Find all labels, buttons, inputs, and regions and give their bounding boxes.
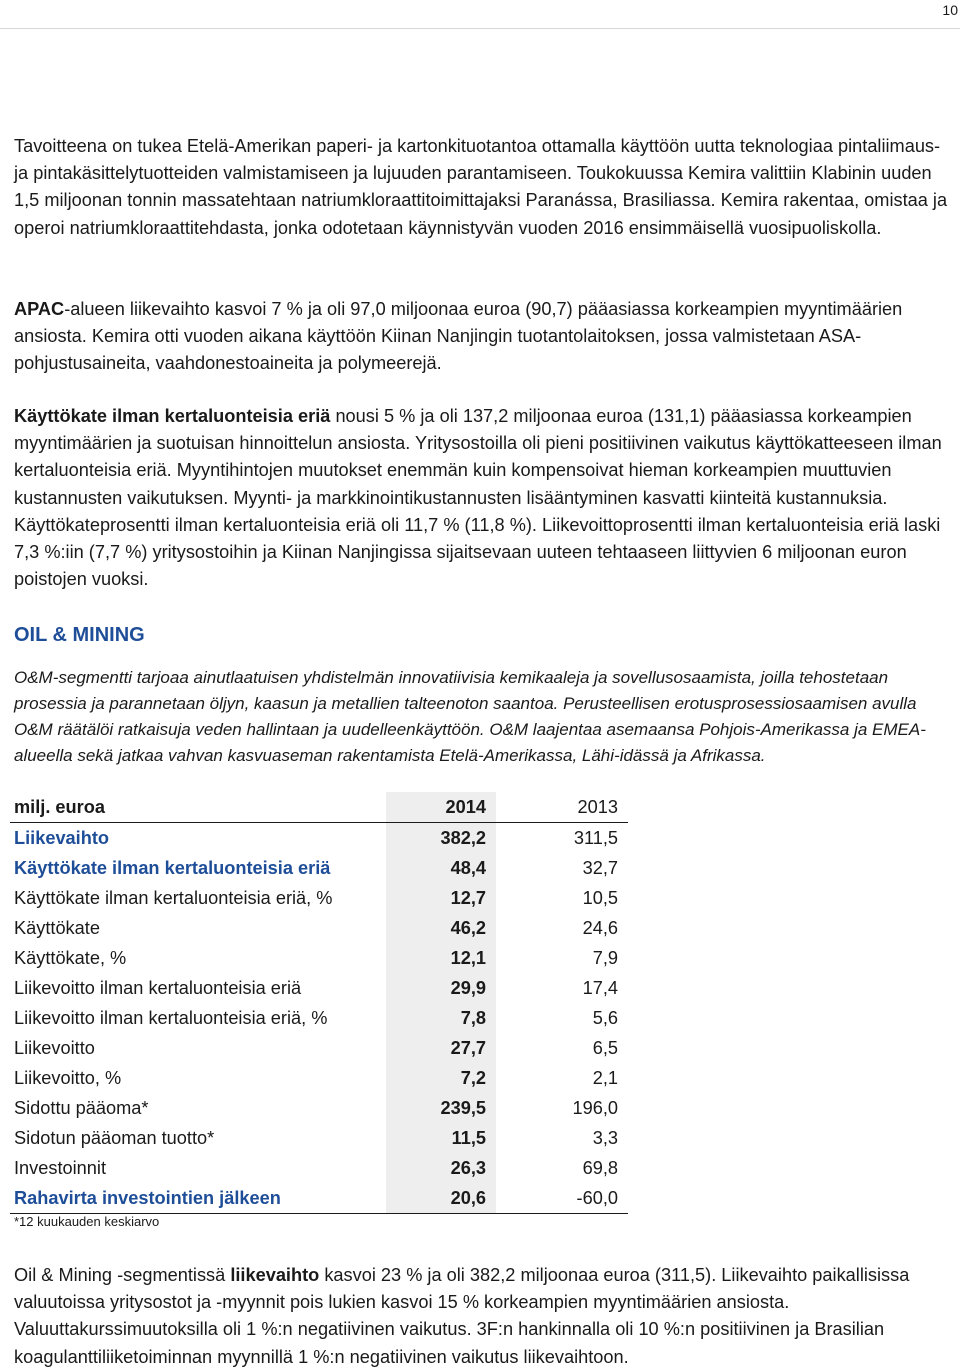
paragraph-ebitda <box>14 403 954 593</box>
paragraph-om-intro: O&M-segmentti tarjoaa ainutlaatuisen yhdistelmän innovatiivisia kemikaaleja ja sovellusosaamista, joilla tehostetaan prosessia ja parannetaan öljyn, kaasun ja metallien talteenoton saantoa. Perusteellisen erotusprosessiosaamisen avulla O&M räätälöi ratkaisuja veden hallintaan ja uudelleenkäyttöön. O&M laajentaa asemaansa Pohjois-Amerikassa ja EMEA-alueella sekä jatkaa vahvan kasvuaseman rakentamista Etelä-Amerikassa, Lähi-idässä ja Afrikassa. <box>14 668 926 765</box>
section-heading-oil-mining: OIL & MINING <box>14 624 145 646</box>
value-2014: 7,8 <box>386 1003 496 1033</box>
value-2014: 29,9 <box>386 973 496 1003</box>
table-row <box>10 1093 628 1123</box>
value-2013: 17,4 <box>582 977 618 998</box>
ebitda-text: nousi 5 % ja oli 137,2 miljoonaa euroa (131,1) pääasiassa korkeampien myyntimäärien ja suotuisan hinnoittelun ansiosta. Yritysostoilla oli pieni positiivinen vaikutus käyttökatteeseen ilman kertaluonteisia eriä. Myyntihintojen muutokset enemmän kuin kompensoivat hieman korkeampien muuttuvien kustannusten vaikutuksen. Myynti- ja markkinointikustannusten lisääntyminen kasvatti kiinteitä kustannuksia. Käyttökateprosentti ilman kertaluonteisia eriä oli 11,7 % (11,8 %). Liikevoittoprosentti ilman kertaluonteisia eriä laski 7,3 %:iin (7,7 %) yritysostoihin ja Kiinan Nanjingissa sijaitsevaan uuteen tehtaaseen liittyvien 6 miljoonan euron poistojen vuoksi. <box>14 406 942 590</box>
row-label: Liikevaihto <box>14 827 110 848</box>
table-row <box>10 883 628 913</box>
key-figures-table-wrapper <box>10 792 628 1214</box>
apac-label: APAC <box>14 299 65 319</box>
value-2013: 2,1 <box>592 1067 618 1088</box>
value-2014: 239,5 <box>386 1093 496 1123</box>
table-footnote: *12 kuukauden keskiarvo <box>14 1214 160 1229</box>
paragraph-om-revenue <box>14 1262 954 1371</box>
table-row <box>10 823 628 854</box>
row-label: Käyttökate ilman kertaluonteisia eriä, % <box>14 887 333 908</box>
table-row <box>10 943 628 973</box>
paragraph-apac <box>14 296 954 378</box>
row-label: Liikevoitto <box>14 1037 95 1058</box>
ebitda-label: Käyttökate ilman kertaluonteisia eriä <box>14 406 331 426</box>
table-row <box>10 973 628 1003</box>
value-2013: 10,5 <box>582 887 618 908</box>
value-2013: 7,9 <box>592 947 618 968</box>
table-row <box>10 1033 628 1063</box>
row-label: Liikevoitto ilman kertaluonteisia eriä, % <box>14 1007 328 1028</box>
header-2013: 2013 <box>496 792 628 823</box>
row-label: Käyttökate <box>14 917 100 938</box>
table-header-row <box>10 792 628 823</box>
table-row <box>10 1003 628 1033</box>
value-2013: 196,0 <box>572 1097 618 1118</box>
value-2013: 32,7 <box>582 857 618 878</box>
value-2013: 69,8 <box>582 1157 618 1178</box>
apac-text: -alueen liikevaihto kasvoi 7 % ja oli 97,0 miljoonaa euroa (90,7) pääasiassa korkeampien myyntimäärien ansiosta. Kemira otti vuoden aikana käyttöön Kiinan Nanjingin tuotantolaitoksen, jossa valmistetaan ASA-pohjustusaineita, vaahdonestoaineita ja polymeerejä. <box>14 299 903 374</box>
row-label: Investoinnit <box>14 1157 107 1178</box>
table-row <box>10 1063 628 1093</box>
value-2014: 12,1 <box>386 943 496 973</box>
table-row <box>10 853 628 883</box>
value-2014: 7,2 <box>386 1063 496 1093</box>
key-figures-table <box>10 792 628 1214</box>
row-label: Liikevoitto ilman kertaluonteisia eriä <box>14 977 302 998</box>
header-2014: 2014 <box>386 792 496 823</box>
value-2013: 24,6 <box>582 917 618 938</box>
row-label: Käyttökate ilman kertaluonteisia eriä <box>14 857 331 878</box>
value-2014: 48,4 <box>386 853 496 883</box>
row-label: Sidottu pääoma* <box>14 1097 149 1118</box>
table-row <box>10 913 628 943</box>
table-row <box>10 1183 628 1214</box>
value-2013: 311,5 <box>573 827 618 848</box>
value-2013: 3,3 <box>592 1127 618 1148</box>
revenue-text-a: Oil & Mining -segmentissä <box>14 1265 231 1285</box>
value-2013: 5,6 <box>592 1007 618 1028</box>
value-2014: 20,6 <box>386 1183 496 1214</box>
value-2014: 12,7 <box>386 883 496 913</box>
header-unit: milj. euroa <box>10 792 386 823</box>
value-2014: 26,3 <box>386 1153 496 1183</box>
paragraph-south-america: Tavoitteena on tukea Etelä-Amerikan paperi- ja kartonkituotantoa ottamalla käyttöön uutta teknologiaa pintaliimaus- ja pintakäsittelytuotteiden valmistamiseen ja lujuuden parantamiseen. Toukokuussa Kemira valittiin Klabinin uuden 1,5 miljoonan tonnin massatehtaan natriumkloraattitoimittajaksi Paranássa, Brasiliassa. Kemira rakentaa, omistaa ja operoi natriumkloraattitehdasta, jonka odotetaan käynnistyvän vuoden 2016 ensimmäisellä vuosipuoliskolla. <box>14 136 948 238</box>
row-label: Rahavirta investointien jälkeen <box>10 1183 386 1214</box>
value-2013: -60,0 <box>496 1183 628 1214</box>
revenue-text-b: kasvoi 23 % ja oli 382,2 miljoonaa euroa (311,5). Liikevaihto paikallisissa valuutoissa yritysostot ja -myynnit pois lukien kasvoi 15 % korkeampien myyntimäärien ansiosta. Valuuttakurssimuutoksilla oli 1 %:n negatiivinen vaikutus. 3F:n hankinnalla oli 10 %:n positiivinen ja Brasilian koagulanttiliiketoiminnan myynnillä 1 %:n negatiivinen vaikutus liikevaihtoon. <box>14 1265 910 1367</box>
revenue-label: liikevaihto <box>230 1265 320 1285</box>
value-2013: 6,5 <box>592 1037 618 1058</box>
value-2014: 11,5 <box>386 1123 496 1153</box>
row-label: Sidotun pääoman tuotto* <box>14 1127 215 1148</box>
row-label: Käyttökate, % <box>14 947 127 968</box>
page-number: 10 <box>942 2 958 18</box>
value-2014: 27,7 <box>386 1033 496 1063</box>
table-row <box>10 1123 628 1153</box>
value-2014: 382,2 <box>386 823 496 854</box>
row-label: Liikevoitto, % <box>14 1067 122 1088</box>
header-divider <box>0 28 960 29</box>
table-row <box>10 1153 628 1183</box>
value-2014: 46,2 <box>386 913 496 943</box>
